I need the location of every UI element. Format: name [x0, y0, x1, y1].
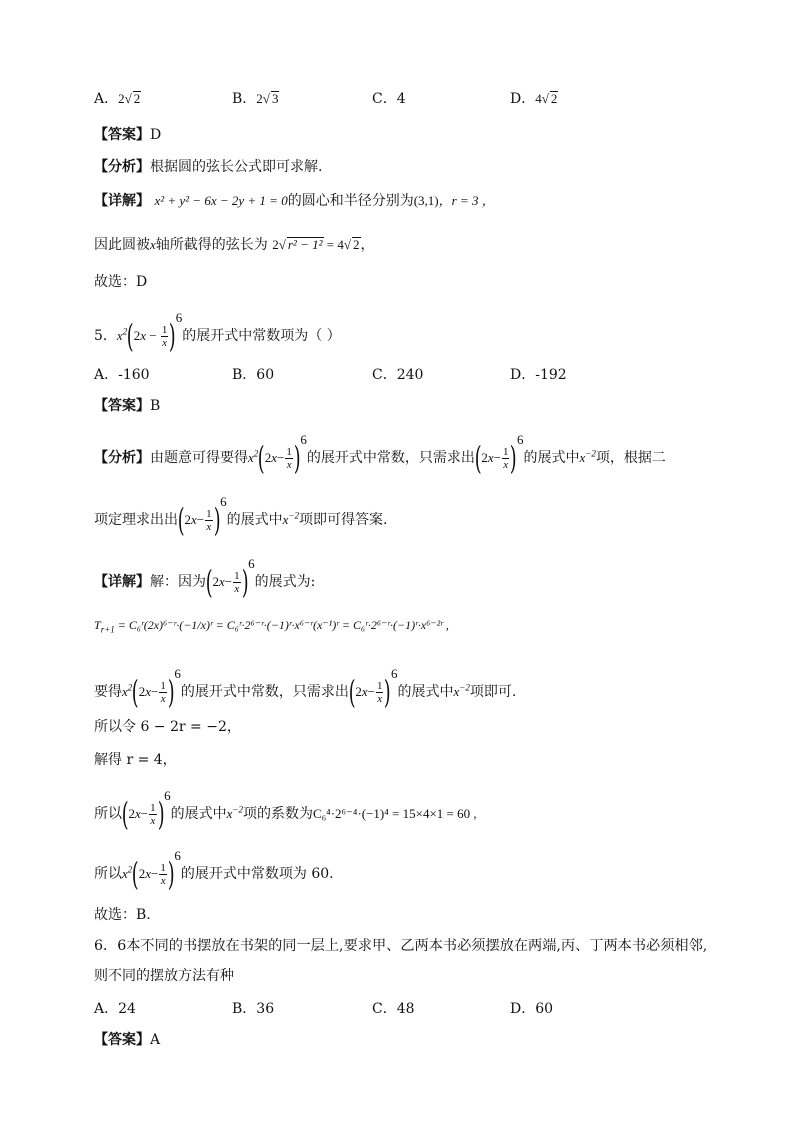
- q5-option-a: A．-160: [94, 367, 150, 383]
- q4-radius: ，r = 3 ，: [438, 193, 495, 208]
- q5-choice: 故选：B.: [94, 907, 151, 923]
- q5-let-line: 所以令 6 − 2r = −2，: [94, 719, 241, 735]
- q5-stem-text: 的展开式中常数项为（ ）: [182, 328, 341, 344]
- q4-option-c-value: 4: [396, 91, 406, 107]
- q4-center: (3,1): [413, 193, 439, 208]
- q6-answer-label: 【答案】: [94, 1032, 150, 1048]
- q4-choice: 故选：D: [94, 274, 148, 290]
- q6-option-a: A．24: [94, 1001, 136, 1017]
- q5-analysis-text-e: 项定理求出出: [94, 512, 178, 528]
- q4-option-b-radicand: 3: [271, 91, 279, 106]
- q5-analysis-label: 【分析】: [94, 450, 150, 466]
- q5-term-formula-text: = C₆ʳ(2x)⁶⁻ʳ·(−1/x)ʳ = C₆ʳ·2⁶⁻ʳ·(−1)ʳ·x⁶⁻ʳ(x⁻¹)ʳ = C₆ʳ·2⁶⁻ʳ·(−1)ʳ·x⁶⁻²ʳ ,: [117, 618, 449, 632]
- q4-answer-line: [94, 124, 161, 144]
- q4-chord-result-radicand: 2: [353, 237, 360, 252]
- q4-option-d-coef: 4: [535, 91, 542, 106]
- q5-coef-text-a: 所以: [94, 806, 122, 822]
- q5-detail-line: 【详解】解：因为(2x− $\frac{1}{x}$ )$^6$的展式为:: [94, 556, 316, 601]
- q6-option-d: D．60: [510, 1001, 554, 1017]
- q5-detail-text-b: 的展式为:: [254, 574, 316, 590]
- q4-chord-x: x: [150, 237, 156, 252]
- q4-chord-radicand: r² − 1²: [287, 237, 323, 252]
- q5-term-formula: $T_{r+1}$ = C₆ʳ(2x)⁶⁻ʳ·(−1/x)ʳ = C₆ʳ·2⁶⁻ʳ·(−1)ʳ·x⁶⁻ʳ(x⁻¹)ʳ = C₆ʳ·2⁶⁻ʳ·(−1)ʳ·x⁶⁻²ʳ ,: [94, 618, 449, 635]
- q4-chord-prefix: 2: [272, 237, 279, 252]
- q5-req-text-c: 的展式中: [397, 684, 454, 700]
- q5-analysis-text-c: 的展式中: [523, 450, 580, 466]
- q5-detail-text-a: 解：因为: [150, 574, 206, 590]
- q4-analysis-line: [94, 156, 322, 176]
- q5-req-text-b: 的展开式中常数，只需求出: [180, 684, 349, 700]
- q5-coefficient-line: 所以(2x− $\frac{1}{x}$ )$^6$的展式中$x^{-2}$项的系数为C₆⁴·2⁶⁻⁴·(−1)⁴ = 15×4×1 = 60 ,: [94, 788, 477, 833]
- q4-option-c-letter: C．: [372, 91, 397, 107]
- q5-req-text-a: 要得: [94, 684, 122, 700]
- q5-solve-line: 解得 r = 4，: [94, 752, 177, 768]
- q5-analysis-text-d: 项，根据二: [595, 450, 666, 466]
- q6-stem-line2: 则不同的摆放方法有种: [94, 968, 234, 984]
- q4-detail-label: 【详解】: [94, 193, 150, 209]
- q5-req-text-d: 项即可.: [469, 684, 517, 700]
- q5-analysis-text-g: 项即可得答案.: [298, 512, 388, 528]
- q4-option-b-letter: B．: [232, 91, 257, 107]
- q4-answer-value: D: [150, 127, 162, 143]
- q4-option-d-letter: D．: [510, 91, 536, 107]
- q5-final-line: 所以$x^2(2x-$ $\frac{1}{x}$ )$^6$的展开式中常数项为 60.: [94, 848, 334, 893]
- q4-option-b-coef: 2: [256, 91, 263, 106]
- q5-answer-line: [94, 395, 160, 415]
- q6-stem-line1: 6．6本不同的书摆放在书架的同一层上,要求甲、乙两本书必须摆放在两端,丙、丁两本书必须相邻,: [94, 938, 708, 954]
- q4-option-d: D．4√ 2: [510, 91, 558, 107]
- q5-option-b: B．60: [232, 367, 275, 383]
- q5-option-c: C．240: [372, 367, 424, 383]
- q5-final-text-b: 的展开式中常数项为 60.: [180, 866, 334, 882]
- q4-chord-text-a: 因此圆被: [94, 237, 150, 253]
- q5-requirement-line: 要得$x^2(2x-$ $\frac{1}{x}$ )$^6$的展开式中常数，只需求出(2x− $\frac{1}{x}$ )$^6$的展式中$x^{-2}$项即可.: [94, 666, 517, 711]
- q5-answer-label: 【答案】: [94, 398, 150, 414]
- q4-circle-equation: x² + y² − 6x − 2y + 1 = 0: [154, 193, 288, 208]
- q5-coef-text-c: 项的系数为: [242, 806, 313, 822]
- q4-analysis-label: 【分析】: [94, 159, 150, 175]
- q5-final-text-a: 所以: [94, 866, 122, 882]
- q5-analysis-text-f: 的展式中: [226, 512, 283, 528]
- q4-analysis-text: 根据圆的弦长公式即可求解.: [150, 159, 323, 175]
- q4-option-a-radicand: 2: [133, 91, 141, 106]
- q4-detail-text: 的圆心和半径分别为: [287, 193, 414, 209]
- q4-answer-label: 【答案】: [94, 127, 150, 143]
- q5-coef-formula: C₆⁴·2⁶⁻⁴·(−1)⁴ = 15×4×1 = 60 ,: [312, 806, 477, 821]
- q4-chord-equals: = 4: [323, 237, 344, 252]
- q4-option-d-radicand: 2: [550, 91, 558, 106]
- q4-detail-line: [94, 190, 495, 210]
- q6-option-c: C．48: [372, 1001, 415, 1017]
- q5-analysis-line2: 项定理求出出(2x− $\frac{1}{x}$ )$^6$的展式中$x^{-2}$项即可得答案.: [94, 494, 388, 539]
- q5-analysis-text-a: 由题意可得要得: [150, 450, 248, 466]
- q5-analysis-text-b: 的展开式中常数，只需求出: [306, 450, 475, 466]
- q4-chord-end: ，: [360, 237, 375, 253]
- q5-option-d: D．-192: [510, 367, 567, 383]
- q5-answer-value: B: [150, 398, 161, 414]
- q5-detail-label: 【详解】: [94, 574, 150, 590]
- q6-option-b: B．36: [232, 1001, 275, 1017]
- q4-option-c: [372, 88, 406, 108]
- q5-coef-text-b: 的展式中: [170, 806, 227, 822]
- q4-option-a: A．2√ 2: [94, 91, 141, 107]
- q5-analysis-line1: 【分析】由题意可得要得$x^2(2x-$ $\frac{1}{x}$ )$^6$的展开式中常数，只需求出(2x− $\frac{1}{x}$ )$^6$的展式中$x^{-2}$项，根据二: [94, 432, 666, 477]
- q4-chord-text-b: 轴所截得的弦长为: [155, 237, 268, 253]
- q4-option-a-letter: A．: [94, 91, 119, 107]
- q6-answer-value: A: [150, 1032, 161, 1048]
- q4-option-a-coef: 2: [118, 91, 125, 106]
- q4-option-b: B．2√ 3: [232, 91, 279, 107]
- q4-chord-line: 因此圆被x轴所截得的弦长为 2√ r² − 1² = 4√ 2，: [94, 237, 375, 253]
- q5-number: 5．: [94, 328, 117, 344]
- q6-answer-line: [94, 1029, 160, 1049]
- q5-stem: 5．$x^2(2x$ − $\frac{1}{x}$ )$^6$的展开式中常数项为（ ）: [94, 310, 341, 355]
